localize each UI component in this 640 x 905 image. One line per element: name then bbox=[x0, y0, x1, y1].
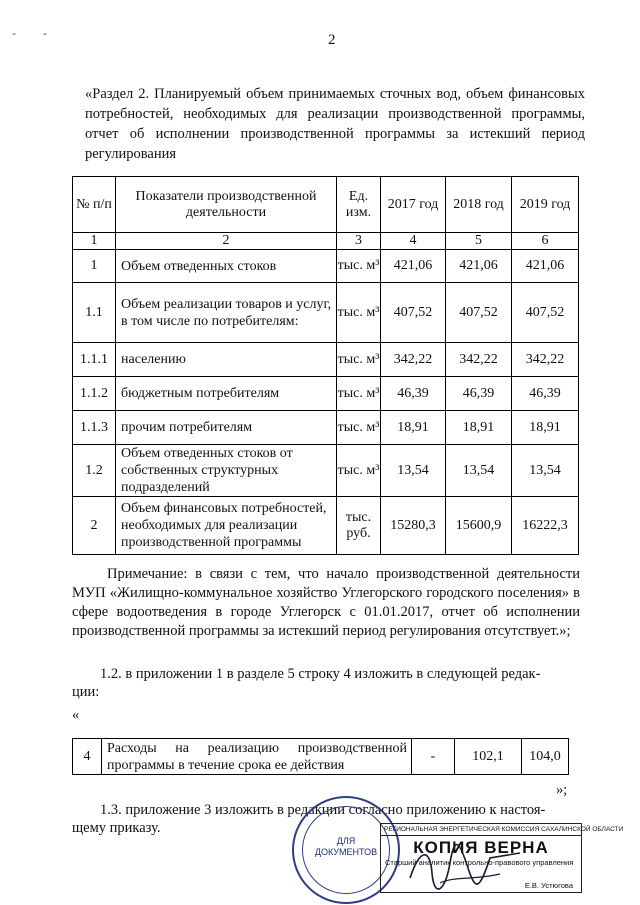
row-num: 1.1.1 bbox=[73, 343, 116, 377]
table-row bbox=[73, 377, 579, 411]
row-2019: 18,91 bbox=[512, 411, 579, 445]
row-unit: тыс. руб. bbox=[337, 497, 381, 555]
row-name: Объем отведенных стоков от собственных структурных подразделений bbox=[116, 445, 337, 497]
row-2018: 18,91 bbox=[446, 411, 512, 445]
row-name: прочим потребителям bbox=[116, 411, 337, 445]
row-2019: 407,52 bbox=[512, 283, 579, 343]
table-row bbox=[73, 283, 579, 343]
row-col5: 104,0 bbox=[522, 739, 569, 775]
row-unit: тыс. м³ bbox=[337, 445, 381, 497]
row-name: населению bbox=[116, 343, 337, 377]
row-unit: тыс. м³ bbox=[337, 250, 381, 283]
stamp-signer: Е.В. Устюгова bbox=[524, 881, 573, 890]
row-2018: 46,39 bbox=[446, 377, 512, 411]
table-note: Примечание: в связи с тем, что начало производственной деятельности МУП «Жилищно-коммунальное хозяйство Углегорского городского поселения» в сфере водоотведения в городе Углегорск с 01.01.2017, отчет об исполнении производственной программы за истекший период регулирования отсутствует.»; bbox=[72, 566, 580, 639]
row-name: Объем финансовых потребностей, необходимых для реализации производственной программы bbox=[116, 497, 337, 555]
row-2017: 18,91 bbox=[381, 411, 446, 445]
row-num: 1 bbox=[73, 250, 116, 283]
row-name: Объем отведенных стоков bbox=[116, 250, 337, 283]
col-number: 1 bbox=[73, 233, 116, 250]
col-number: 2 bbox=[116, 233, 337, 250]
row-num: 1.2 bbox=[73, 445, 116, 497]
col-number: 5 bbox=[446, 233, 512, 250]
row-2018: 15600,9 bbox=[446, 497, 512, 555]
corner-marks: - - bbox=[12, 26, 59, 40]
handwritten-signature bbox=[400, 838, 530, 898]
row-col3: - bbox=[412, 739, 455, 775]
row-unit: тыс. м³ bbox=[337, 343, 381, 377]
row-2019: 13,54 bbox=[512, 445, 579, 497]
table-row bbox=[73, 250, 579, 283]
header-num: № п/п bbox=[73, 177, 116, 233]
row-name: бюджетным потребителям bbox=[116, 377, 337, 411]
table-row bbox=[73, 497, 579, 555]
item-1-2-line1: 1.2. в приложении 1 в разделе 5 строку 4 изложить в следующей редак- bbox=[100, 666, 541, 682]
row-name: Объем реализации товаров и услуг, в том числе по потребителям: bbox=[116, 283, 337, 343]
col-number: 3 bbox=[337, 233, 381, 250]
header-2017: 2017 год bbox=[381, 177, 446, 233]
row-2019: 342,22 bbox=[512, 343, 579, 377]
col-number: 6 bbox=[512, 233, 579, 250]
row-2018: 407,52 bbox=[446, 283, 512, 343]
stamp-org: РЕГИОНАЛЬНАЯ ЭНЕРГЕТИЧЕСКАЯ КОМИССИЯ САХАЛИНСКОЙ ОБЛАСТИ bbox=[381, 824, 581, 836]
amendment-table bbox=[72, 738, 569, 775]
row-num: 1.1.2 bbox=[73, 377, 116, 411]
page-number: 2 bbox=[328, 32, 336, 48]
header-unit: Ед. изм. bbox=[337, 177, 381, 233]
row-2017: 15280,3 bbox=[381, 497, 446, 555]
row-2017: 13,54 bbox=[381, 445, 446, 497]
row-2018: 421,06 bbox=[446, 250, 512, 283]
row-num: 2 bbox=[73, 497, 116, 555]
row-num: 1.1.3 bbox=[73, 411, 116, 445]
quote-open: « bbox=[72, 707, 80, 723]
col-number: 4 bbox=[381, 233, 446, 250]
row-2019: 421,06 bbox=[512, 250, 579, 283]
table-row bbox=[73, 343, 579, 377]
quote-close: »; bbox=[556, 782, 568, 798]
stamp-title: КОПИЯ ВЕРНА bbox=[413, 838, 549, 857]
row-2017: 421,06 bbox=[381, 250, 446, 283]
row-2019: 46,39 bbox=[512, 377, 579, 411]
row-2019: 16222,3 bbox=[512, 497, 579, 555]
seal-label: ДЛЯ ДОКУМЕНТОВ bbox=[314, 836, 378, 857]
production-table bbox=[72, 176, 579, 555]
row-unit: тыс. м³ bbox=[337, 283, 381, 343]
row-2017: 342,22 bbox=[381, 343, 446, 377]
row-col4: 102,1 bbox=[455, 739, 522, 775]
row-num: 1.1 bbox=[73, 283, 116, 343]
row-num: 4 bbox=[73, 739, 102, 775]
row-2017: 46,39 bbox=[381, 377, 446, 411]
section-intro: «Раздел 2. Планируемый объем принимаемых сточных вод, объем финансовых потребностей, необходимых для реализации производственной программы, отчет об исполнении производственной программы за истекший период регулирования bbox=[85, 86, 585, 162]
table-row bbox=[73, 739, 569, 775]
row-2018: 13,54 bbox=[446, 445, 512, 497]
row-unit: тыс. м³ bbox=[337, 377, 381, 411]
row-2018: 342,22 bbox=[446, 343, 512, 377]
header-indicator: Показатели производственной деятельности bbox=[116, 177, 337, 233]
row-name: Расходы на реализацию производственной программы в течение срока ее действия bbox=[102, 739, 412, 775]
table-row bbox=[73, 445, 579, 497]
header-2018: 2018 год bbox=[446, 177, 512, 233]
item-1-3-line1: 1.3. приложение 3 изложить в редакции согласно приложению к настоя- bbox=[100, 802, 546, 818]
row-unit: тыс. м³ bbox=[337, 411, 381, 445]
item-1-3-line2: щему приказу. bbox=[72, 820, 161, 836]
row-2017: 407,52 bbox=[381, 283, 446, 343]
header-2019: 2019 год bbox=[512, 177, 579, 233]
table-row bbox=[73, 411, 579, 445]
stamp-position: Старший аналитик контрольно-правового управления bbox=[385, 858, 574, 867]
item-1-2-line2: ции: bbox=[72, 684, 100, 700]
